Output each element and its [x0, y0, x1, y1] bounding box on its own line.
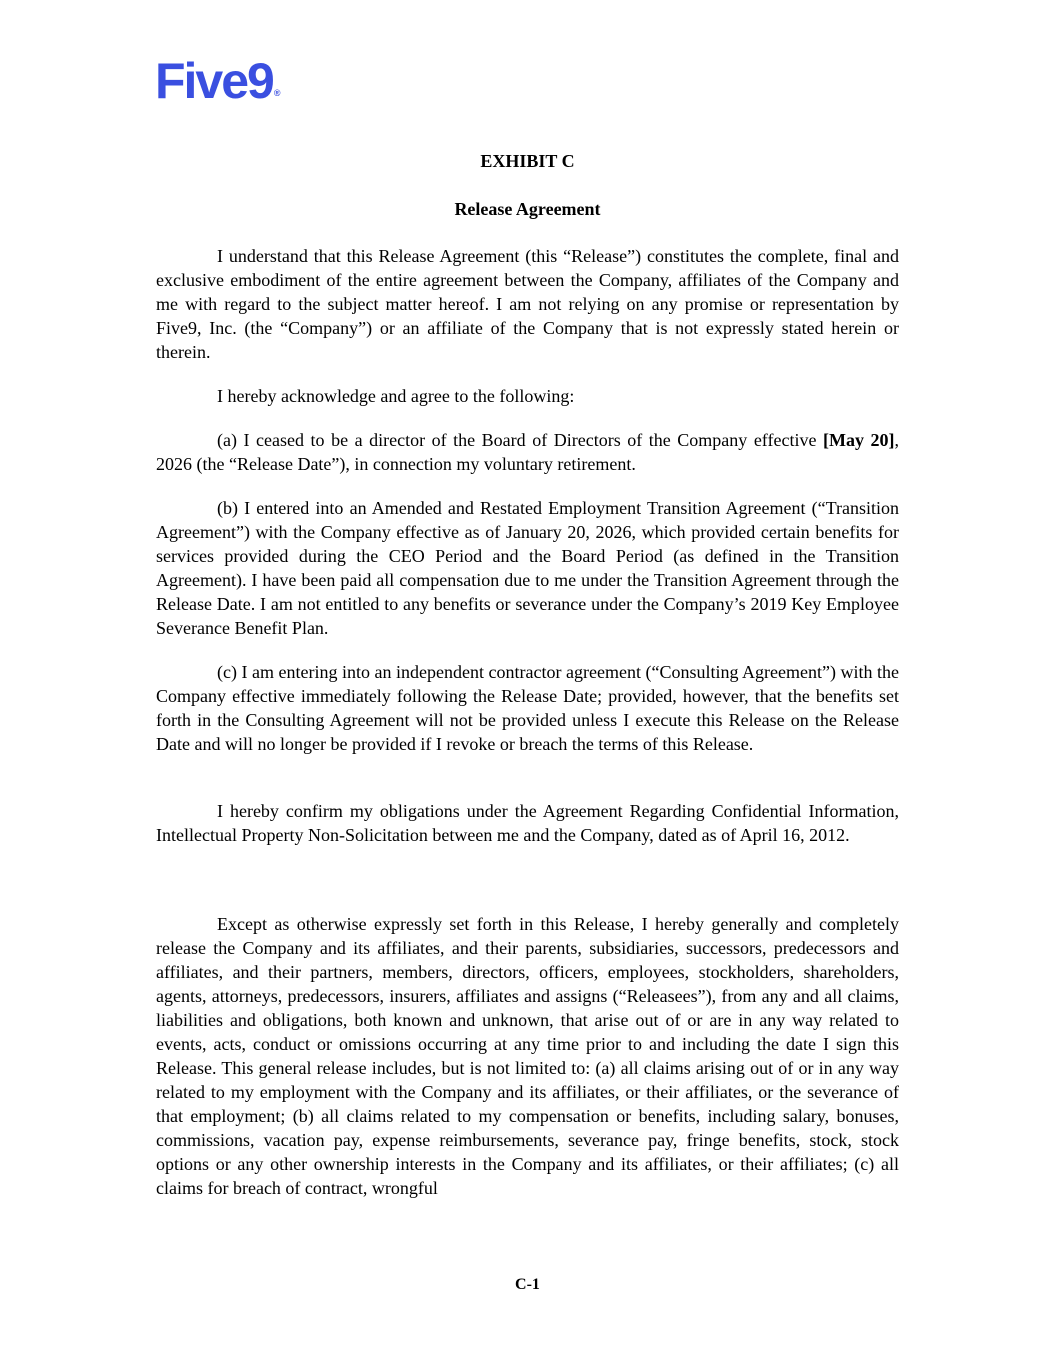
five9-logo — [155, 53, 281, 109]
logo-registered-mark: ® — [273, 88, 281, 98]
logo-text: Five9 — [155, 53, 273, 109]
paragraph-general-release: Except as otherwise expressly set forth in this Release, I hereby generally and completely release the Company and its affiliates, and their parents, subsidiaries, successors, predecessors and affiliates, and their partners, members, directors, officers, employees, stockholders, shareholders, agents, attorneys, predecessors, insurers, affiliates and assigns (“Releasees”), from any and all claims, liabilities and obligations, both known and unknown, that arise out of or are in any way related to events, acts, conduct or omissions occurring at any time prior to and including the date I sign this Release. This general release includes, but is not limited to: (a) all claims arising out of or in any way related to my employment with the Company and its affiliates, or their affiliates, or the severance of that employment; (b) all claims related to my compensation or benefits, including salary, bonuses, commissions, vacation pay, expense reimbursements, severance pay, fringe benefits, stock, stock options or any other ownership interests in the Company and its affiliates, or their affiliates; (c) all claims for breach of contract, wrongful — [156, 914, 899, 1198]
paragraph-item-b: (b) I entered into an Amended and Restated Employment Transition Agreement (“Transition Agreement”) with the Company effective as of January 20, 2026, which provided certain benefits for services provided during the CEO Period and the Board Period (as defined in the Transition Agreement). I have been paid all compensation due to me under the Transition Agreement through the Release Date. I am not entitled to any benefits or severance under the Company’s 2019 Key Employee Severance Benefit Plan. — [156, 498, 899, 638]
document-subtitle: Release Agreement — [454, 199, 601, 219]
paragraph-item-a — [156, 428, 899, 476]
paragraph-confidentiality: I hereby confirm my obligations under the Agreement Regarding Confidential Information, Intellectual Property Non-Solicitation between me and the Company, dated as of April 16, 2012. — [156, 801, 899, 845]
release-date-placeholder: [May 20] — [822, 430, 895, 450]
page-number: C-1 — [515, 1276, 540, 1293]
paragraph-acknowledge: I hereby acknowledge and agree to the following: — [217, 386, 575, 406]
item-a-text-start: (a) I ceased to be a director of the Board of Directors of the Company effective — [217, 430, 823, 450]
paragraph-item-c: (c) I am entering into an independent contractor agreement (“Consulting Agreement”) with the Company effective immediately following the Release Date; provided, however, that the benefits set forth in the Consulting Agreement will not be provided unless I execute this Release on the Release Date and will no longer be provided if I revoke or breach the terms of this Release. — [156, 662, 899, 754]
paragraph-entire-agreement: I understand that this Release Agreement (this “Release”) constitutes the complete, final and exclusive embodiment of the entire agreement between the Company, affiliates of the Company and me with regard to the subject matter hereof. I am not relying on any promise or representation by Five9, Inc. (the “Company”) or an affiliate of the Company that is not expressly stated herein or therein. — [156, 246, 899, 362]
exhibit-title: EXHIBIT C — [480, 151, 575, 171]
item-a-text-end: , 2026 (the “Release Date”), in connection my voluntary retirement. — [156, 430, 899, 474]
